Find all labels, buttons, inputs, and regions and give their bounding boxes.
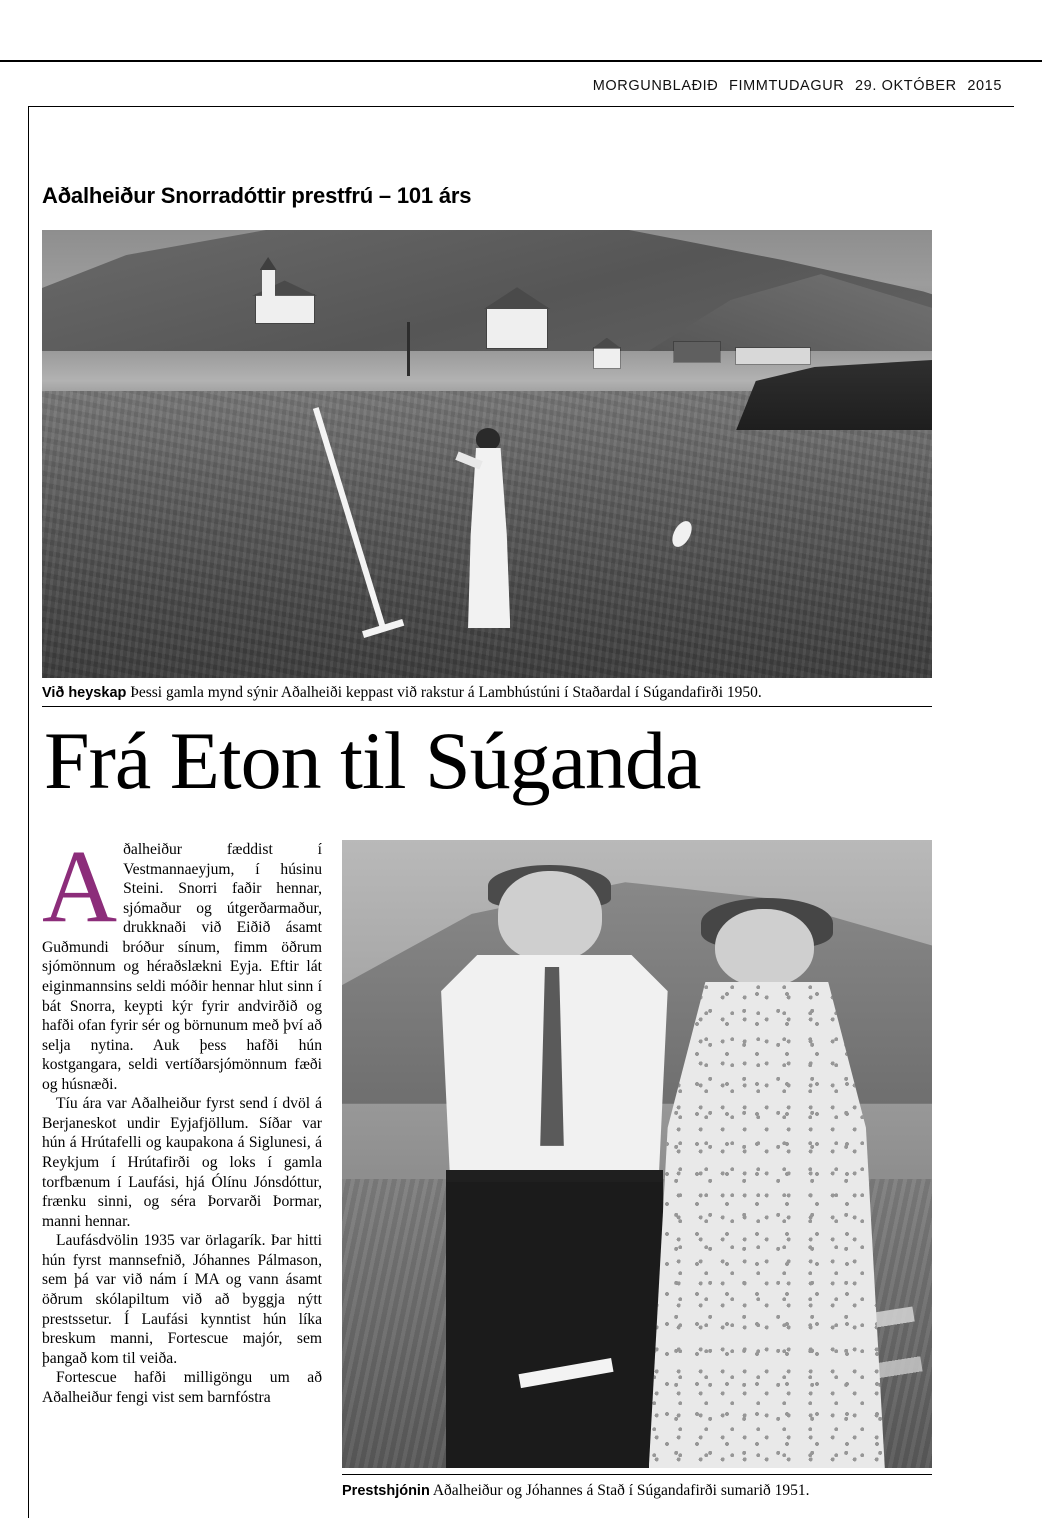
photo-haymaking xyxy=(42,230,932,678)
photo-woman-dress xyxy=(466,448,510,628)
masthead-weekday: FIMMTUDAGUR xyxy=(729,78,845,94)
body-paragraph-1-text: ðalheiður fæddist í Vestmannaeyjum, í húsinu Steini. Snorri faðir hennar, sjómaður og útgerðarmaður, drukknaði við Eiðið ásamt Guðmundi bróður sínum, fimm öðrum sjómönnum og héraðslækni Eyja. Eftir lát eiginmannsins seldi móðir hennar hlut sinn í bát Snorra, keypti kýr fyrir andvirðið og hafði ofan fyrir sér og börnunum með því að selja nytina. Auk þess hafði hún kostgangara, seldi vertíðarsjómönnum fæði og húsnæði. xyxy=(42,841,322,1093)
body-paragraph-1 xyxy=(42,829,322,1094)
photo-man-head xyxy=(498,871,602,960)
body-paragraph-3: Laufásdvölin 1935 var örlagarík. Þar hitti hún fyrst mannsefnið, Jóhannes Pálmason, sem þá var við nám í MA og vann ásamt öðrum skólapiltum við að byggja nýtt prestssetur. Í Laufási kynntist hún líka breskum manni, Fortescue majór, sem þangað kom til veiða. xyxy=(42,1232,322,1367)
photo-outbuilding xyxy=(736,348,810,364)
page-title: Frá Eton til Súganda xyxy=(44,715,701,806)
photo-church-tower xyxy=(262,269,275,297)
article-body-column xyxy=(42,829,322,1407)
body-paragraph-2: Tíu ára var Aðalheiður fyrst send í dvöl á Berjaneskot undir Eyjafjöllum. Síðar var hún á Hrútafelli og kaupakona á Siglunesi, á Reykjum í Hrútafirði og loks í gamla torfbænum í Laufási, hjá Ólínu Jónsdóttur, frænku sinni, og séra Þorvarði Þormar, manni hennar. xyxy=(42,1095,322,1230)
caption-bottom-rule xyxy=(342,1474,932,1475)
photo-woman-raking xyxy=(460,428,518,628)
photo-pole xyxy=(407,322,410,376)
header-divider xyxy=(28,106,1014,107)
photo-farmhouse xyxy=(487,308,547,348)
caption-top-lead: Við heyskap xyxy=(42,685,127,701)
caption-top-rule xyxy=(42,706,932,707)
masthead-publication: MORGUNBLAĐIĐ xyxy=(592,78,719,94)
masthead-year: 2015 xyxy=(967,78,1002,94)
body-paragraph-4: Fortescue hafði milligöngu um að Aðalheiður fengi vist sem barnfóstra xyxy=(42,1369,322,1406)
top-rule xyxy=(0,60,1042,62)
photo-man-trousers xyxy=(446,1182,663,1468)
photo-woman-couple-dress xyxy=(649,982,885,1468)
caption-bottom-lead: Prestshjónin xyxy=(342,1483,430,1499)
left-column-rule xyxy=(28,106,29,1518)
photo-couple xyxy=(342,840,932,1468)
photo-woman-head xyxy=(476,428,500,450)
photo-barn xyxy=(674,342,720,362)
caption-top xyxy=(42,684,942,703)
masthead-date: 29. OKTÓBER xyxy=(855,78,957,94)
photo-woman-couple xyxy=(649,909,885,1468)
masthead xyxy=(593,78,1002,94)
photo-shed-small xyxy=(594,348,620,368)
article-kicker: Aðalheiður Snorradóttir prestfrú – 101 árs xyxy=(42,183,472,208)
caption-bottom-text: Aðalheiður og Jóhannes á Stað í Súgandafirði sumarið 1951. xyxy=(432,1482,810,1499)
photo-church xyxy=(256,295,314,323)
caption-top-text: Þessi gamla mynd sýnir Aðalheiði keppast við rakstur á Lambhústúni í Staðardal í Súgandafirði 1950. xyxy=(130,684,762,701)
drop-cap: A xyxy=(42,829,118,944)
photo-woman-couple-head xyxy=(715,909,814,987)
caption-bottom xyxy=(342,1482,942,1501)
